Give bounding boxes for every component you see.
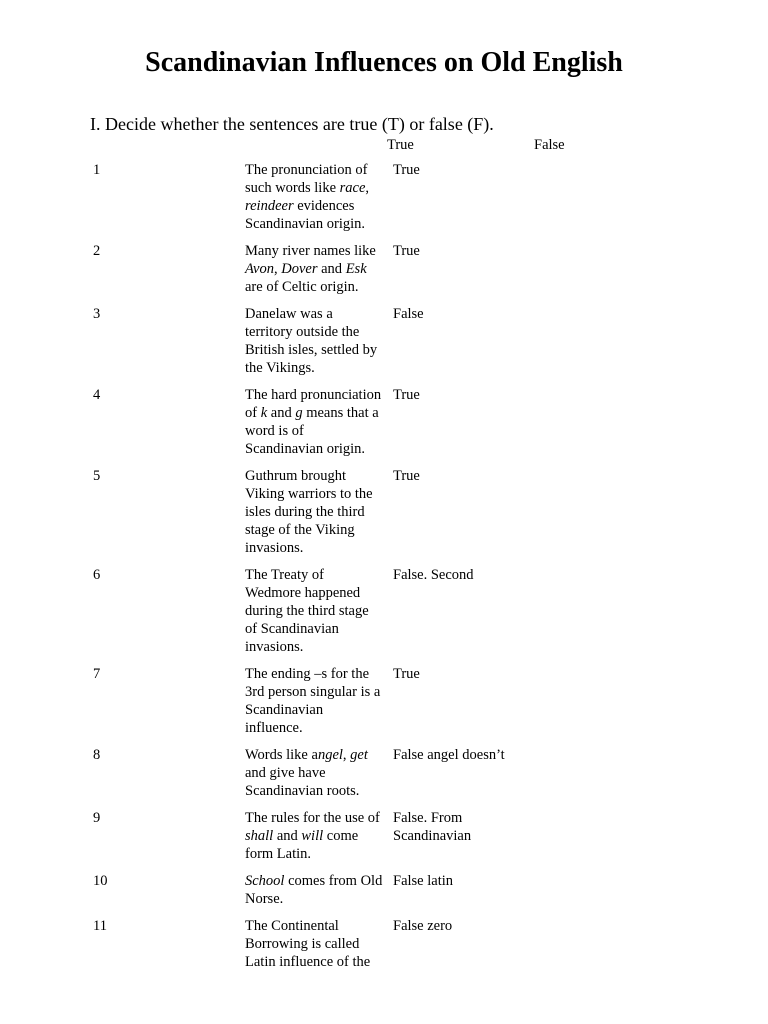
page-title: Scandinavian Influences on Old English bbox=[145, 47, 623, 78]
answer-cell: True bbox=[393, 468, 420, 484]
answer-cell: False angel doesn’t bbox=[393, 747, 505, 763]
question-number: 8 bbox=[93, 747, 101, 763]
false-column-cell bbox=[535, 464, 655, 563]
question-statement: Danelaw was a territory outside the British isles, settled by the Vikings. bbox=[245, 306, 378, 376]
false-column-cell bbox=[535, 302, 655, 383]
false-column-cell bbox=[535, 158, 655, 239]
table-row bbox=[88, 302, 655, 383]
answer-cell: False zero bbox=[393, 918, 453, 934]
false-column-cell bbox=[535, 914, 655, 977]
question-statement: Guthrum brought Viking warriors to the isles during the third stage of the Viking invasions. bbox=[245, 468, 373, 556]
table-row bbox=[88, 464, 655, 563]
table-row bbox=[88, 158, 655, 239]
question-statement: The pronunciation of such words like race, reindeer evidences Scandinavian origin. bbox=[245, 162, 370, 232]
question-statement: The Continental Borrowing is called Latin influence of the bbox=[245, 918, 371, 970]
table-row bbox=[88, 743, 655, 806]
false-column-cell bbox=[535, 806, 655, 869]
table-row bbox=[88, 806, 655, 869]
false-column-cell bbox=[535, 869, 655, 914]
question-number: 11 bbox=[93, 918, 107, 934]
question-number: 3 bbox=[93, 306, 101, 322]
answer-cell: False. From Scandinavian bbox=[393, 810, 472, 844]
question-statement: The Treaty of Wedmore happened during the third stage of Scandinavian invasions. bbox=[245, 567, 369, 655]
question-statement: The ending –s for the 3rd person singular is a Scandinavian influence. bbox=[245, 666, 381, 736]
table-row bbox=[88, 914, 655, 977]
question-number: 9 bbox=[93, 810, 101, 826]
question-number: 7 bbox=[93, 666, 101, 682]
false-column-cell bbox=[535, 563, 655, 662]
answer-cell: False latin bbox=[393, 873, 454, 889]
false-column-header: False bbox=[534, 137, 565, 153]
answer-cell: True bbox=[393, 243, 420, 259]
question-number: 6 bbox=[93, 567, 101, 583]
true-column-header: True bbox=[387, 137, 414, 153]
answer-cell: True bbox=[393, 666, 420, 682]
question-number: 2 bbox=[93, 243, 101, 259]
answer-cell: True bbox=[393, 387, 420, 403]
table-row bbox=[88, 383, 655, 464]
question-number: 4 bbox=[93, 387, 101, 403]
table-row bbox=[88, 662, 655, 743]
question-statement: The hard pronunciation of k and g means that a word is of Scandinavian origin. bbox=[245, 387, 382, 457]
question-statement: Many river names like Avon, Dover and Esk are of Celtic origin. bbox=[245, 243, 376, 295]
question-statement: School comes from Old Norse. bbox=[245, 873, 383, 907]
answer-cell: True bbox=[393, 162, 420, 178]
question-number: 1 bbox=[93, 162, 101, 178]
false-column-cell bbox=[535, 662, 655, 743]
table-row bbox=[88, 563, 655, 662]
false-column-cell bbox=[535, 239, 655, 302]
instruction-text: I. Decide whether the sentences are true (T) or false (F). bbox=[90, 114, 494, 134]
false-column-cell bbox=[535, 743, 655, 806]
questions-table bbox=[88, 158, 655, 977]
table-row bbox=[88, 239, 655, 302]
table-row bbox=[88, 869, 655, 914]
answer-cell: False bbox=[393, 306, 424, 322]
question-statement: Words like angel, get and give have Scandinavian roots. bbox=[245, 747, 368, 799]
false-column-cell bbox=[535, 383, 655, 464]
question-number: 10 bbox=[93, 873, 108, 889]
answer-cell: False. Second bbox=[393, 567, 474, 583]
question-number: 5 bbox=[93, 468, 101, 484]
question-statement: The rules for the use of shall and will come form Latin. bbox=[245, 810, 380, 862]
